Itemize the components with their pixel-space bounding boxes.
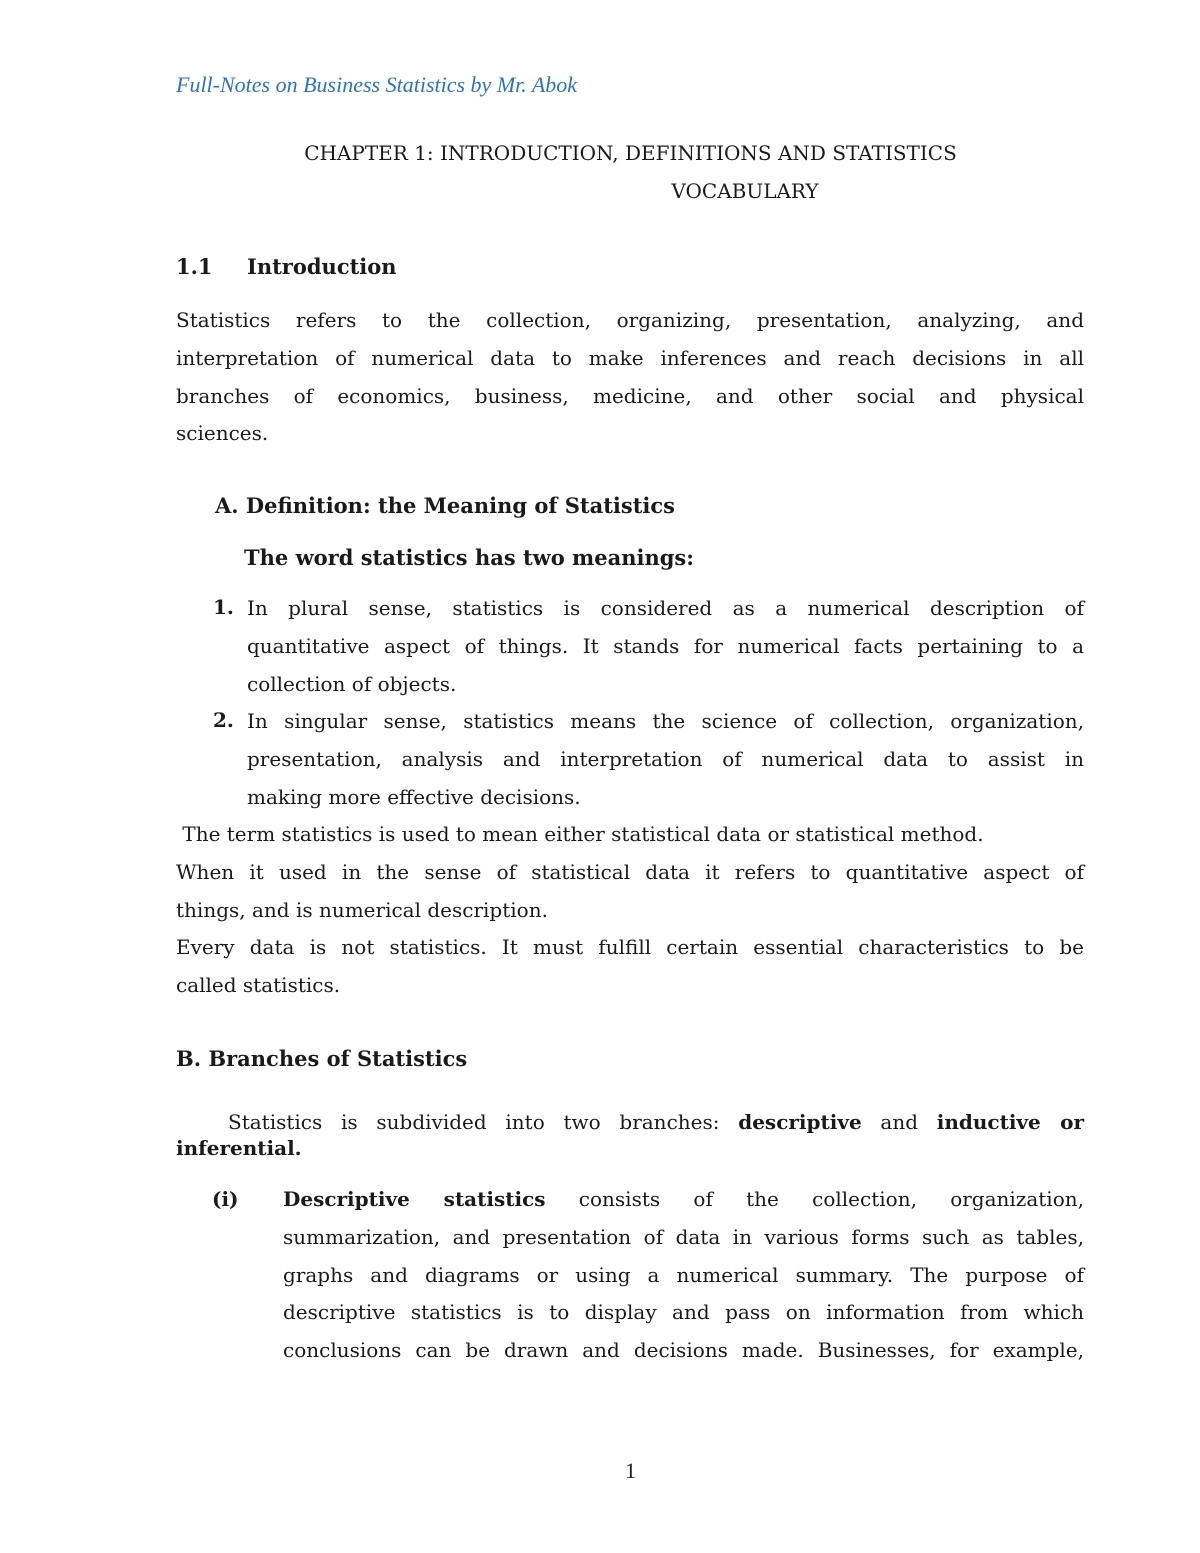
meaning-line: collection of objects. bbox=[247, 671, 457, 696]
meaning-line: making more effective decisions. bbox=[247, 784, 581, 809]
list-marker-1: 1. bbox=[213, 595, 234, 619]
meaning-line: presentation, analysis and interpretation of numerical data to assist in bbox=[247, 746, 1084, 771]
intro-line: interpretation of numerical data to make inferences and reach decisions in all bbox=[176, 345, 1084, 370]
meaning-line: quantitative aspect of things. It stands for numerical facts pertaining to a bbox=[247, 633, 1084, 658]
branches-heading: B. Branches of Statistics bbox=[176, 1046, 468, 1071]
term-inductive: inductive or bbox=[936, 1110, 1084, 1134]
paragraph-line: things, and is numerical description. bbox=[176, 897, 548, 922]
paragraph-line: The term statistics is used to mean either statistical data or statistical method. bbox=[176, 822, 984, 846]
paragraph-line: summarization, and presentation of data in various forms such as tables, bbox=[283, 1224, 1084, 1249]
statistics-term-paragraph bbox=[176, 816, 1084, 1005]
intro-line: sciences. bbox=[176, 421, 269, 446]
intro-line: Statistics refers to the collection, organizing, presentation, analyzing, and bbox=[176, 308, 1084, 332]
paragraph-line: graphs and diagrams or using a numerical summary. The purpose of bbox=[283, 1262, 1084, 1287]
paragraph-text: consists of the collection, organization, bbox=[545, 1187, 1084, 1211]
paragraph-line: conclusions can be drawn and decisions made. Businesses, for example, bbox=[283, 1338, 1084, 1363]
roman-marker-i: (i) bbox=[212, 1187, 239, 1211]
paragraph-line bbox=[283, 1181, 1084, 1219]
running-header: Full-Notes on Business Statistics by Mr. Abok bbox=[176, 72, 578, 97]
section-number: 1.1 bbox=[176, 254, 213, 279]
descriptive-statistics-term: Descriptive statistics bbox=[283, 1187, 546, 1211]
section-title: Introduction bbox=[247, 254, 397, 279]
chapter-title-line2: VOCABULARY bbox=[671, 179, 819, 203]
meaning-item-1 bbox=[247, 590, 1084, 703]
branches-intro-line2: inferential. bbox=[176, 1136, 302, 1160]
paragraph-line: Every data is not statistics. It must fulfill certain essential characteristics to be bbox=[176, 935, 1084, 960]
meaning-line: In singular sense, statistics means the science of collection, organization, bbox=[247, 709, 1084, 733]
intro-line: branches of economics, business, medicine, and other social and physical bbox=[176, 383, 1084, 408]
chapter-title-line1: CHAPTER 1: INTRODUCTION, DEFINITIONS AND STATISTICS bbox=[304, 141, 957, 165]
paragraph-line: descriptive statistics is to display and pass on information from which bbox=[283, 1300, 1084, 1325]
intro-text: and bbox=[861, 1110, 937, 1134]
paragraph-line: When it used in the sense of statistical data it refers to quantitative aspect of bbox=[176, 859, 1084, 884]
meaning-item-2 bbox=[247, 703, 1084, 816]
intro-text: Statistics is subdivided into two branches: bbox=[228, 1110, 739, 1134]
paragraph-line: called statistics. bbox=[176, 973, 341, 998]
list-marker-2: 2. bbox=[213, 708, 234, 732]
term-descriptive: descriptive bbox=[738, 1110, 862, 1134]
meaning-line: In plural sense, statistics is considered as a numerical description of bbox=[247, 596, 1084, 620]
page-number: 1 bbox=[625, 1458, 636, 1483]
definition-subheading: The word statistics has two meanings: bbox=[244, 545, 695, 570]
intro-paragraph bbox=[176, 302, 1084, 453]
branches-intro-line bbox=[228, 1110, 1084, 1134]
definition-heading: A. Definition: the Meaning of Statistics bbox=[215, 493, 675, 518]
descriptive-statistics-paragraph bbox=[283, 1181, 1084, 1370]
branches-intro bbox=[228, 1110, 1084, 1134]
